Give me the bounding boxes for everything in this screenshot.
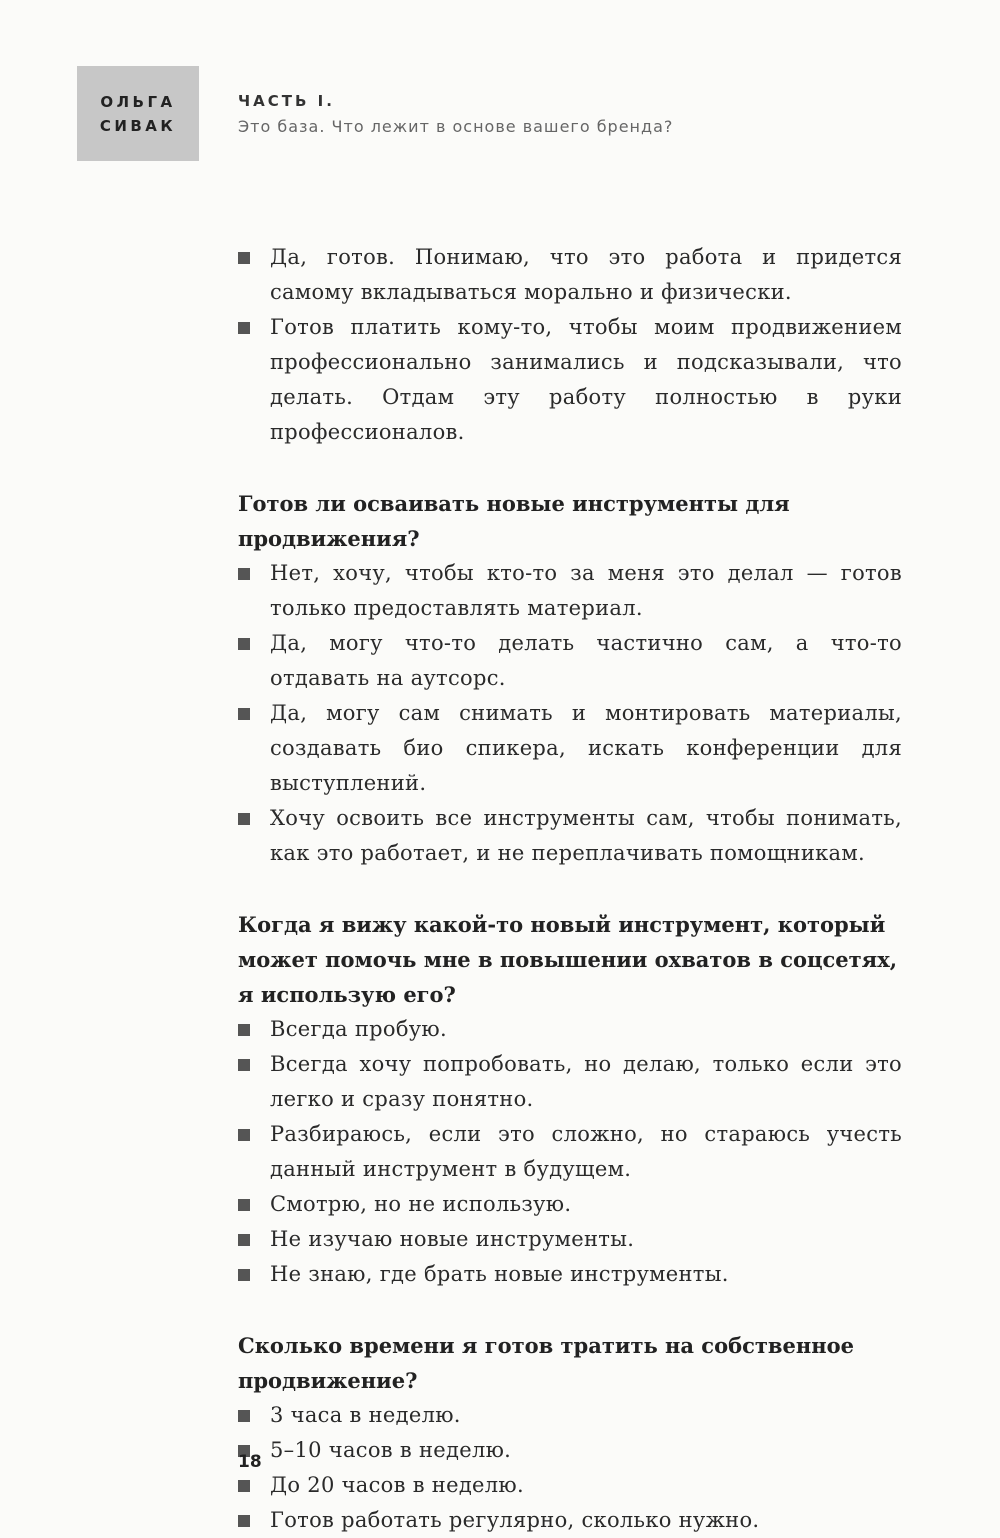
square-bullet-icon [238, 813, 250, 825]
list-item: Смотрю, но не использую. [238, 1187, 902, 1222]
list-item: 5–10 часов в неделю. [238, 1433, 902, 1468]
list-item: Разбираюсь, если это сложно, но стараюсь учесть данный инструмент в будущем. [238, 1117, 902, 1187]
square-bullet-icon [238, 252, 250, 264]
square-bullet-icon [238, 322, 250, 334]
square-bullet-icon [238, 1129, 250, 1141]
options-list [238, 1012, 902, 1292]
intro-list [238, 240, 902, 450]
section-heading: Сколько времени я готов тратить на собственное продвижение? [238, 1333, 854, 1393]
part-subtitle: Это база. Что лежит в основе вашего бренда? [238, 117, 674, 136]
author-last-name: СИВАК [99, 116, 177, 135]
square-bullet-icon [238, 568, 250, 580]
options-list [238, 1398, 902, 1538]
square-bullet-icon [238, 1480, 250, 1492]
list-item: Не знаю, где брать новые инструменты. [238, 1257, 902, 1292]
page-number: 18 [238, 1452, 262, 1472]
section-heading: Готов ли осваивать новые инструменты для продвижения? [238, 491, 790, 551]
author-first-name: ОЛЬГА [100, 92, 176, 111]
square-bullet-icon [238, 638, 250, 650]
part-title: ЧАСТЬ I. [238, 92, 335, 110]
list-item: Готов работать регулярно, сколько нужно. [238, 1503, 902, 1538]
square-bullet-icon [238, 1199, 250, 1211]
list-item: Да, могу что-то делать частично сам, а что-то отдавать на аутсорс. [238, 626, 902, 696]
list-item: Не изучаю новые инструменты. [238, 1222, 902, 1257]
section-heading: Когда я вижу какой-то новый инструмент, который может помочь мне в повышении охватов в соцсетях, я использую его? [238, 912, 898, 1007]
list-item: До 20 часов в неделю. [238, 1468, 902, 1503]
list-item: Да, готов. Понимаю, что это работа и придется самому вкладываться морально и физически. [238, 240, 902, 310]
author-badge [77, 66, 199, 161]
square-bullet-icon [238, 1269, 250, 1281]
list-item: Да, могу сам снимать и монтировать материалы, создавать био спикера, искать конференции для выступлений. [238, 696, 902, 801]
list-item: Нет, хочу, чтобы кто-то за меня это делал — готов только предоставлять материал. [238, 556, 902, 626]
list-item: Всегда хочу попробовать, но делаю, только если это легко и сразу понятно. [238, 1047, 902, 1117]
options-list [238, 556, 902, 871]
list-item: Хочу освоить все инструменты сам, чтобы понимать, как это работает, и не переплачивать помощникам. [238, 801, 902, 871]
list-item: Всегда пробую. [238, 1012, 902, 1047]
square-bullet-icon [238, 1410, 250, 1422]
list-item: Готов платить кому-то, чтобы моим продвижением профессионально занимались и подсказывали, что делать. Отдам эту работу полностью в руки профессионалов. [238, 310, 902, 450]
square-bullet-icon [238, 1024, 250, 1036]
square-bullet-icon [238, 708, 250, 720]
page-content [238, 240, 902, 1538]
list-item: 3 часа в неделю. [238, 1398, 902, 1433]
square-bullet-icon [238, 1059, 250, 1071]
square-bullet-icon [238, 1515, 250, 1527]
square-bullet-icon [238, 1234, 250, 1246]
